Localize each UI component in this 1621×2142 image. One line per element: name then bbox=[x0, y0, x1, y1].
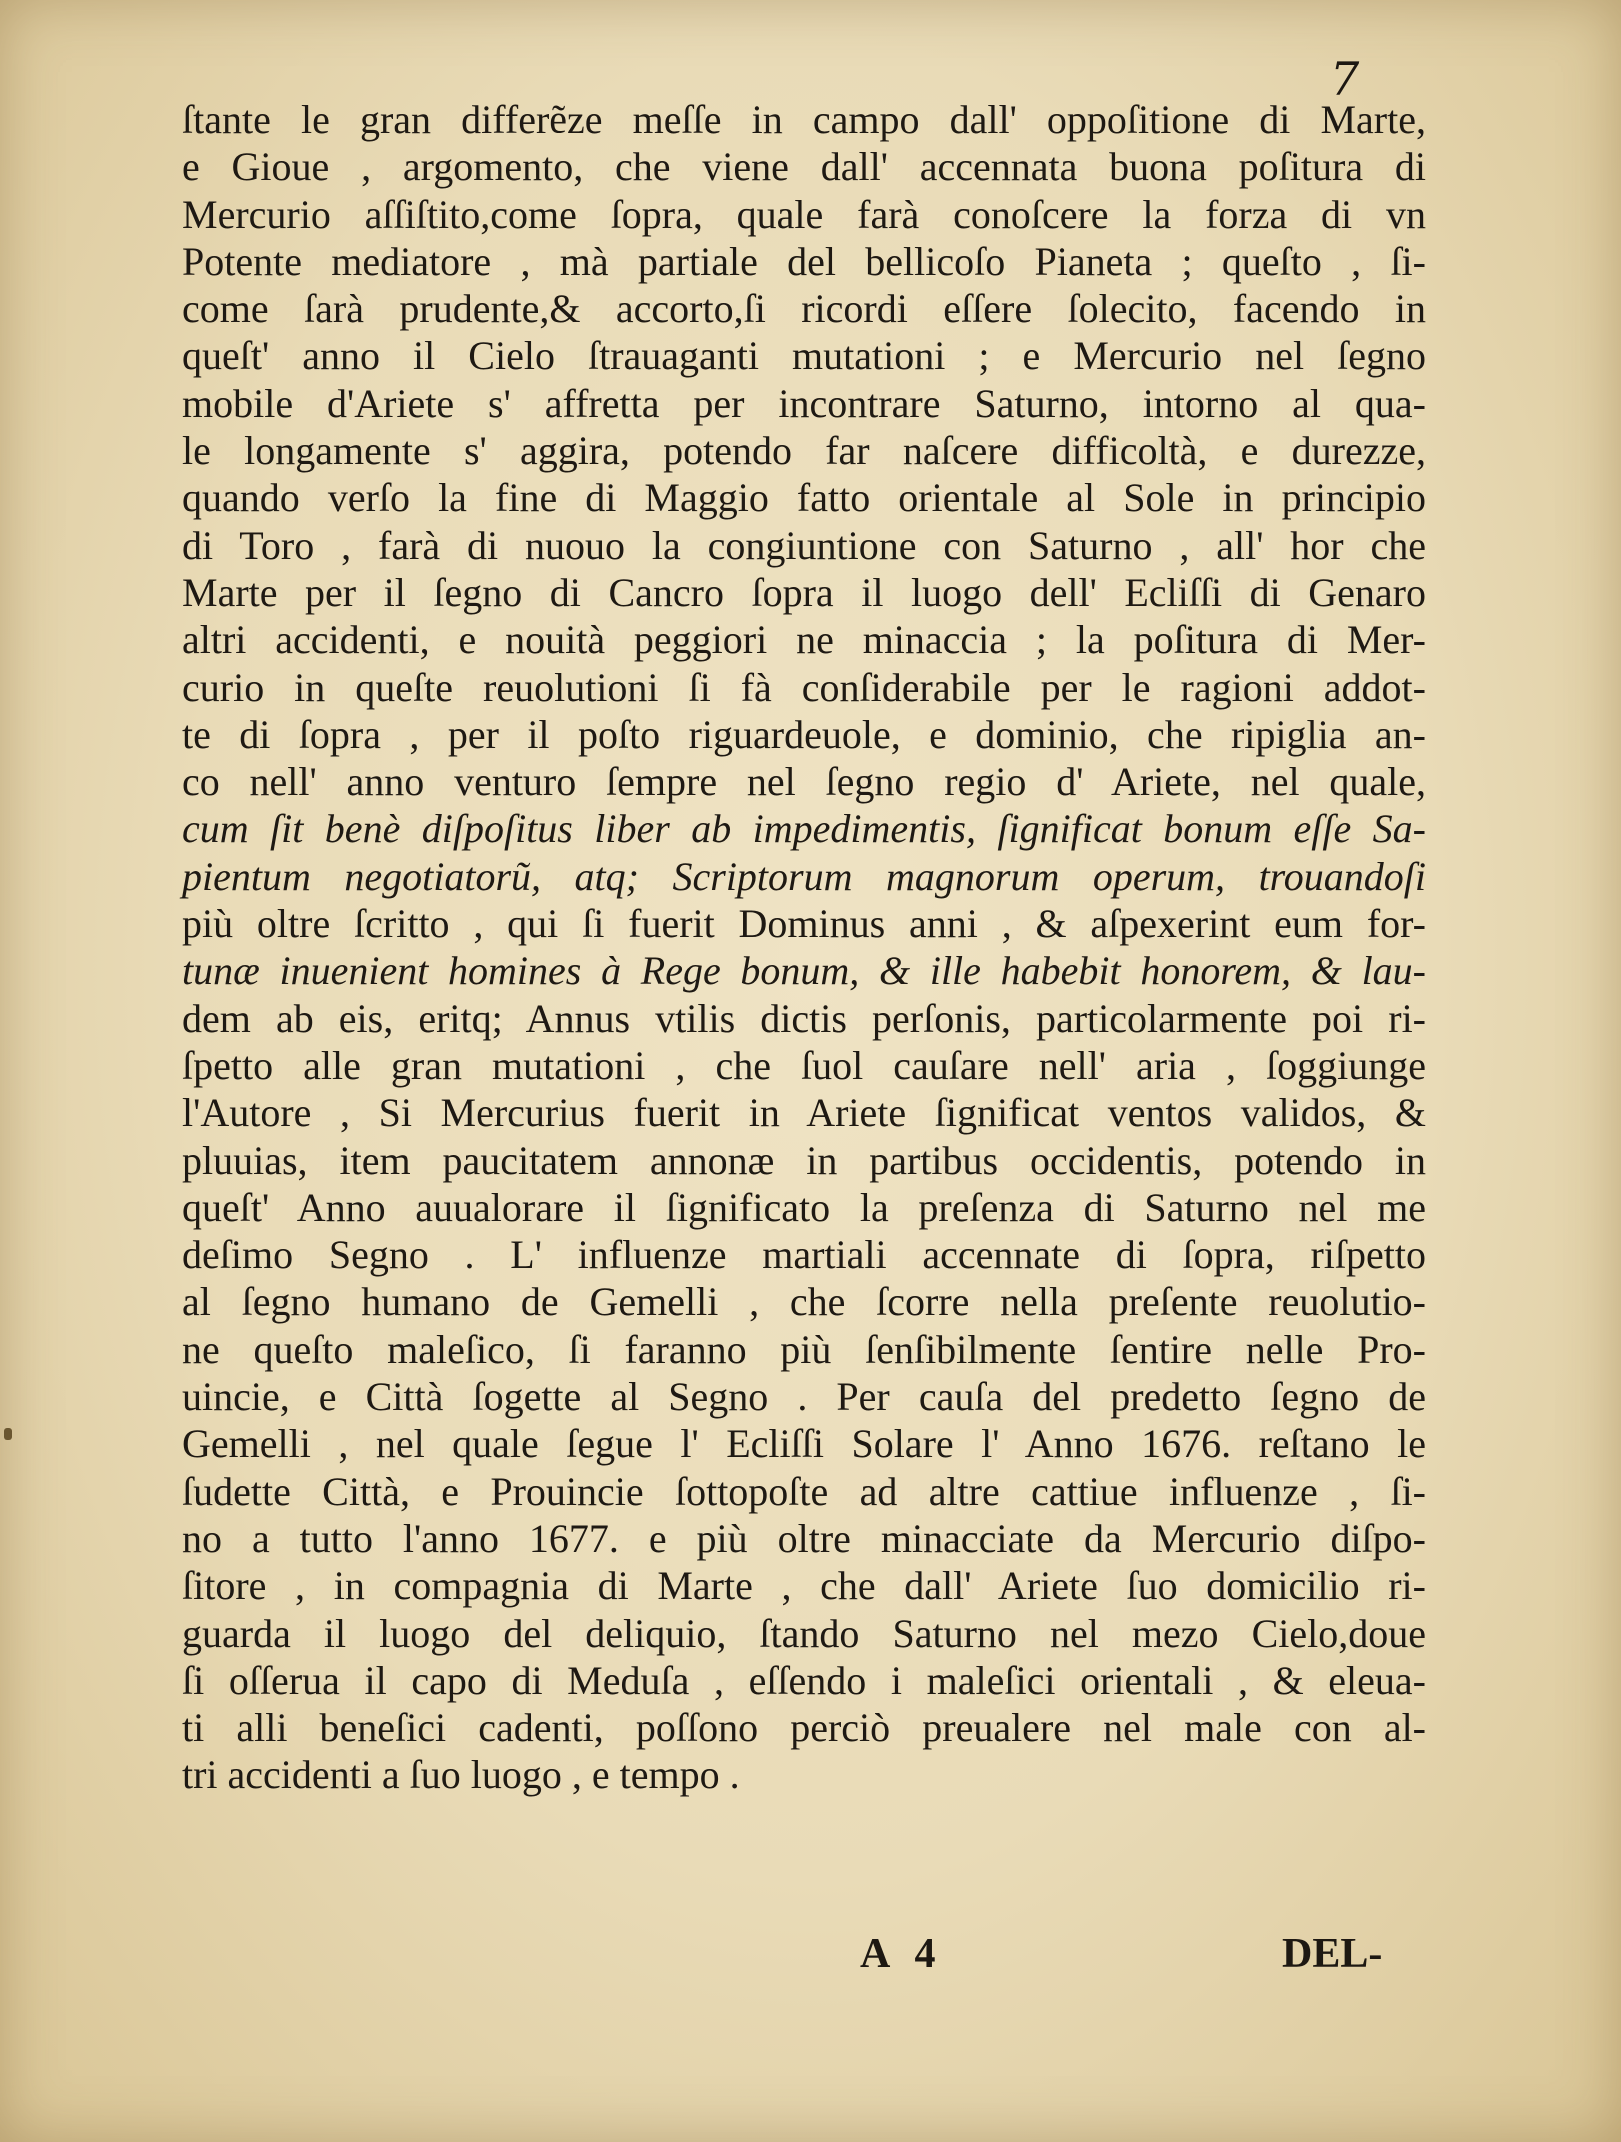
text-line: ſudette Città, e Prouincie ſottopoſte ad altre cattiue influenze , ſi- bbox=[182, 1468, 1426, 1514]
text-line: altri accidenti, e nouità peggiori ne minaccia ; la poſitura di Mer- bbox=[182, 617, 1426, 663]
text-line: al ſegno humano de Gemelli , che ſcorre nella preſente reuolutio- bbox=[182, 1279, 1426, 1325]
margin-blemish bbox=[4, 1428, 12, 1440]
text-line: ti alli beneſici cadenti, poſſono perciò preualere nel male con al- bbox=[182, 1705, 1426, 1751]
text-line: Marte per il ſegno di Cancro ſopra il luogo dell' Ecliſſi di Genaro bbox=[182, 569, 1426, 615]
text-line: ne queſto maleſico, ſi faranno più ſenſibilmente ſentire nelle Pro- bbox=[182, 1326, 1426, 1372]
text-line: Gemelli , nel quale ſegue l' Ecliſſi Solare l' Anno 1676. reſtano le bbox=[182, 1421, 1426, 1467]
text-line: Mercurio aſſiſtito,come ſopra, quale farà conoſcere la forza di vn bbox=[182, 191, 1426, 237]
text-line: co nell' anno venturo ſempre nel ſegno regio d' Ariete, nel quale, bbox=[182, 759, 1426, 805]
text-line: queſt' Anno auualorare il ſignificato la preſenza di Saturno nel me bbox=[182, 1184, 1426, 1230]
text-line: te di ſopra , per il poſto riguardeuole, e dominio, che ripiglia an- bbox=[182, 711, 1426, 757]
text-line: di Toro , farà di nuouo la congiuntione con Saturno , all' hor che bbox=[182, 522, 1426, 568]
text-line: più oltre ſcritto , qui ſi fuerit Dominus anni , & aſpexerint eum for- bbox=[182, 901, 1426, 947]
signature-mark: A 4 bbox=[860, 1931, 944, 1977]
text-line: le longamente s' aggira, potendo far naſcere difficoltà, e durezze, bbox=[182, 428, 1426, 474]
text-line: ſtante le gran differẽze meſſe in campo dall' oppoſitione di Marte, bbox=[182, 97, 1426, 142]
text-line: pientum negotiatorũ, atq; Scriptorum magnorum operum, trouandoſi bbox=[182, 853, 1426, 899]
text-line: guarda il luogo del deliquio, ſtando Saturno nel mezo Cielo,doue bbox=[182, 1610, 1426, 1656]
body-text bbox=[182, 96, 1426, 1799]
page-number: 7 bbox=[1330, 52, 1360, 106]
text-line: mobile d'Ariete s' affretta per incontrare Saturno, intorno al qua- bbox=[182, 380, 1426, 426]
text-line: deſimo Segno . L' influenze martiali accennate di ſopra, riſpetto bbox=[182, 1232, 1426, 1278]
text-line: tri accidenti a ſuo luogo , e tempo . bbox=[182, 1752, 740, 1798]
text-line: uincie, e Città ſogette al Segno . Per cauſa del predetto ſegno de bbox=[182, 1374, 1426, 1420]
text-line: Potente mediatore , mà partiale del bellicoſo Pianeta ; queſto , ſi- bbox=[182, 238, 1426, 284]
text-line: e Gioue , argomento, che viene dall' accennata buona poſitura di bbox=[182, 144, 1426, 190]
text-line: pluuias, item paucitatem annonæ in partibus occidentis, potendo in bbox=[182, 1137, 1426, 1183]
text-line: curio in queſte reuolutioni ſi fà conſiderabile per le ragioni addot- bbox=[182, 664, 1426, 710]
text-line: no a tutto l'anno 1677. e più oltre minacciate da Mercurio diſpo- bbox=[182, 1515, 1426, 1561]
text-line: l'Autore , Si Mercurius fuerit in Ariete ſignificat ventos validos, & bbox=[182, 1090, 1426, 1136]
text-line: ſitore , in compagnia di Marte , che dall' Ariete ſuo domicilio ri- bbox=[182, 1563, 1426, 1609]
text-line: queſt' anno il Cielo ſtrauaganti mutationi ; e Mercurio nel ſegno bbox=[182, 333, 1426, 379]
text-line: tunæ inuenient homines à Rege bonum, & ille habebit honorem, & lau- bbox=[182, 948, 1426, 994]
text-line: ſi oſſerua il capo di Meduſa , eſſendo i maleſici orientali , & eleua- bbox=[182, 1657, 1426, 1703]
text-line: dem ab eis, eritq; Annus vtilis dictis perſonis, particolarmente poi ri- bbox=[182, 995, 1426, 1041]
text-line: ſpetto alle gran mutationi , che ſuol cauſare nell' aria , ſoggiunge bbox=[182, 1042, 1426, 1088]
catchword: DEL- bbox=[1282, 1931, 1383, 1977]
text-line: come ſarà prudente,& accorto,ſi ricordi eſſere ſolecito, facendo in bbox=[182, 286, 1426, 332]
text-line: quando verſo la fine di Maggio fatto orientale al Sole in principio bbox=[182, 475, 1426, 521]
text-line: cum ſit benè diſpoſitus liber ab impedimentis, ſignificat bonum eſſe Sa- bbox=[182, 806, 1426, 852]
